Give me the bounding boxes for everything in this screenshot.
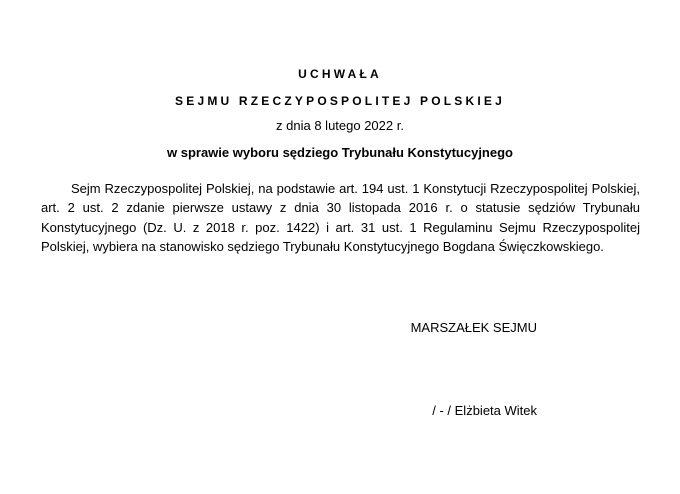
signatory-title: MARSZAŁEK SEJMU <box>410 320 537 335</box>
document-subject: w sprawie wyboru sędziego Trybunału Konstytucyjnego <box>166 145 513 160</box>
document-type-heading: UCHWAŁA <box>298 67 382 81</box>
signatory-name: / - / Elżbieta Witek <box>432 403 537 418</box>
issuer-heading: SEJMU RZECZYPOSPOLITEJ POLSKIEJ <box>175 94 505 108</box>
document-date: z dnia 8 lutego 2022 r. <box>276 118 404 133</box>
resolution-body: Sejm Rzeczypospolitej Polskiej, na podstawie art. 194 ust. 1 Konstytucji Rzeczypospolitej Polskiej, art. 2 ust. 2 zdanie pierwsze ustawy z dnia 30 listopada 2016 r. o statusie sędziów Trybunału Konstytucyjnego (Dz. U. z 2018 r. poz. 1422) i art. 31 ust. 1 Regulaminu Sejmu Rzeczypospolitej Polskiej, wybiera na stanowisko sędziego Trybunału Konstytucyjnego Bogdana Święczkowskiego. <box>41 181 640 254</box>
